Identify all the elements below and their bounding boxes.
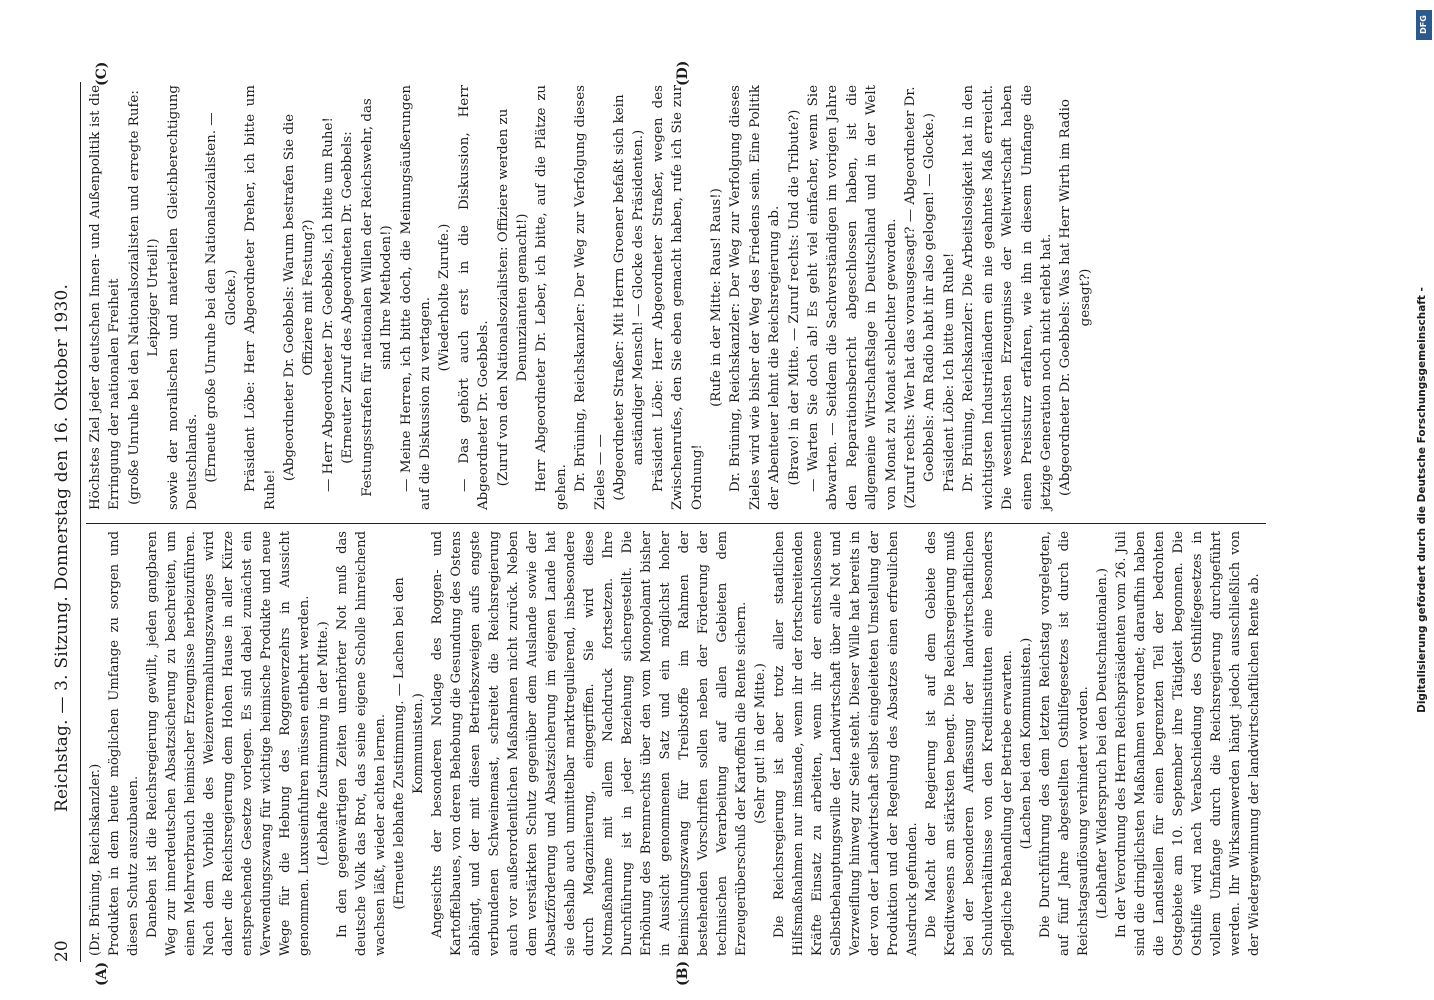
paragraph: In den gegenwärtigen Zeiten unerhörter Not muß das deutsche Volk das Brot, das seine eigene Scholle hinreichend wachsen läßt, wieder achten lernen. <box>335 531 388 956</box>
paragraph: — Meine Herren, ich bitte doch, die Meinungsäußerungen auf die Diskussion zu vertagen. <box>398 85 433 510</box>
interjection: (Erneuter Zuruf des Abgeordneten Dr. Goebbels: Festungsstrafen für nationalen Willen der Reichswehr, das sind Ihre Methoden!) <box>340 98 395 497</box>
interjection: (Bravo! in der Mitte. — Zuruf rechts: Und die Tribute?) <box>786 109 802 486</box>
interjection: (Lebhafter Widerspruch bei den Deutschnationalen.) <box>1095 567 1110 920</box>
paragraph: Produkten in dem heute möglichen Umfange zu sorgen und diesen Schutz auszubauen. <box>107 531 141 956</box>
interjection: (Abgeordneter Dr. Goebbels: Was hat Herr Wirth im Radio gesagt?) <box>1058 99 1093 496</box>
speaker-paragraph: Präsident Löbe: Herr Abgeordneter Dreher, ich bitte um Ruhe! <box>243 85 278 510</box>
interjection: (Zuruf rechts: Wer hat das vorausgesagt? — Abgeordneter Dr. Goebbels: Am Radio habt ihr also gelogen! — Glocke.) <box>903 86 938 509</box>
paragraph: Die Durchführung des dem letzten Reichstag vorgelegten, auf fünf Jahre abgestellten Osthilfegesetzes ist durch die Reichstagsauflösung verhindert worden. <box>1038 531 1091 956</box>
interjection: (Lebhafte Zustimmung in der Mitte.) <box>316 621 331 866</box>
interjection: (große Unruhe bei den Nationalsozialisten und erregte Rufe: Leipziger Urteil!) <box>126 90 162 505</box>
interjection: (Abgeordneter Straßer: Mit Herrn Groener befaßt sich kein anständiger Mensch! — Glocke des Präsidenten.) <box>611 94 647 501</box>
paragraph: sowie der moralischen und materiellen Gleichberechtigung Deutschlands. <box>165 85 201 510</box>
paragraph: Herr Abgeordneter Dr. Leber, ich bitte, auf die Plätze zu gehen. <box>534 85 569 510</box>
dfg-logo <box>1416 10 1432 40</box>
interjection: (Wiederholte Zurufe.) <box>437 223 453 372</box>
digitization-credit: Digitalisierung gefördert durch die Deutsche Forschungsgemeinschaft - <box>1416 287 1428 713</box>
left-column <box>86 531 1264 956</box>
page-number: 20 <box>52 940 72 962</box>
marker-d: (D) <box>675 60 691 86</box>
paragraph: Die Reichsregierung ist aber trotz aller staatlichen Hilfsmaßnahmen nur imstande, wenn ihr der fortschreitenden Kräfte Einsatz zu arbeiten, wenn ihr der entschlossene Selbstbehauptungswille der Landwirtschaft über alle Not und Verzweiflung hinweg zur Seite steht. Dieser Wille hat bereits in der von der Landwirtschaft selbst eingeleiteten Umstellung der Produktion und der Regelung des Absatzes einen erfreulichen Ausdruck gefunden. <box>772 531 920 956</box>
rotated-document-page <box>50 60 1320 986</box>
interjection: (Rufe in der Mitte: Raus! Raus!) <box>709 188 724 407</box>
speaker-paragraph: Dr. Brüning, Reichskanzler: Die Arbeitslosigkeit hat in den wichtigsten Industrieländern ein nie geahntes Maß erreicht. Die wesentlichsten Erzeugnisse der Weltwirtschaft haben einen Preissturz erfahren, wie ihn in diesem Umfange die jetzige Generation noch nicht erlebt hat. <box>961 85 1054 510</box>
interjection: (Erneute große Unruhe bei den Nationalsozialisten. — Glocke.) <box>204 112 239 483</box>
header-rule <box>80 82 81 962</box>
speaker-paragraph: Dr. Brüning, Reichskanzler: Der Weg zur Verfolgung dieses Zieles wird wie bisher der Weg des Friedens sein. Eine Politik der Abenteuer lehnt die Reichsregierung ab. <box>728 85 783 510</box>
running-title: Reichstag. — 3. Sitzung. Donnerstag den 16. Oktober 1930. <box>52 283 72 812</box>
marker-a: (A) <box>94 961 110 986</box>
speaker-paragraph: Präsident Löbe: Ich bitte um Ruhe! <box>941 252 957 492</box>
right-column <box>86 85 1095 510</box>
paragraph: — Warten Sie doch ab! Es geht viel einfacher, wenn Sie abwarten. — Seitdem die Sachverständigen im vorigen Jahre den Reparationsbericht abgeschlossen haben, ist die allgemeine Wirtschaftslage in Deutschland und in der Welt von Monat zu Monat schlechter geworden. <box>806 85 899 510</box>
speaker-line: (Dr. Brüning, Reichskanzler.) <box>88 763 103 956</box>
dfg-logo-text: DFG <box>1418 15 1428 34</box>
marker-c: (C) <box>94 61 110 86</box>
page-header <box>52 82 78 962</box>
interjection: (Lachen bei den Kommunisten.) <box>1019 637 1034 850</box>
paragraph: — Herr Abgeordneter Dr. Goebbels, ich bitte um Ruhe! <box>320 117 336 492</box>
marker-b: (B) <box>675 960 691 986</box>
interjection: (Sehr gut! in der Mitte.) <box>753 663 768 824</box>
speaker-paragraph: Dr. Brüning, Reichskanzler: Der Weg zur Verfolgung dieses Zieles — — <box>573 85 608 510</box>
column-divider <box>86 523 1266 524</box>
speaker-paragraph: Präsident Löbe: Herr Abgeordneter Straßer, wegen des Zwischenrufes, den Sie eben gemacht haben, rufe ich Sie zur Ordnung! <box>650 85 705 510</box>
paragraph: Höchstes Ziel jeder deutschen Innen- und Außenpolitik ist die Erringung der nationalen Freiheit <box>88 85 123 510</box>
paragraph: — Das gehört auch erst in die Diskussion, Herr Abgeordneter Dr. Goebbels. <box>456 85 492 510</box>
paragraph: In der Verordnung des Herrn Reichspräsidenten vom 26. Juli sind die dringlichsten Maßnahmen verordnet; daraufhin haben die Landstellen für einen begrenzten Teil der bedrohten Ostgebiete am 10. September ihre Tätigkeit begonnen. Die Osthilfe wird nach Verabschiedung des Osthilfegesetzes in vollem Umfange durch die Reichsregierung durchgeführt werden. Ihr Wirksamwerden hängt jedoch ausschließlich von der Wiedergewinnung der landwirtschaftlichen Rente ab. <box>1114 531 1262 956</box>
paragraph: Daneben ist die Reichsregierung gewillt, jeden gangbaren Weg zur innerdeutschen Absatzsicherung zu beschreiten, um einen Mehrverbrauch heimischer Erzeugnisse herbeizuführen. Nach dem Vorbilde des Weizenvermahlungszwanges wird daher die Reichsregierung dem Hohen Hause in aller Kürze entsprechende Gesetze vorlegen. Es sind dabei zunächst ein Verwendungszwang für wichtige heimische Produkte und neue Wege für die Hebung des Roggenverzehrs in Aussicht genommen. Luxuseinfuhren müssen entbehrt werden. <box>145 531 312 956</box>
interjection: (Abgeordneter Dr. Goebbels: Warum bestrafen Sie die Offiziere mit Festung?) <box>282 113 317 482</box>
interjection: (Erneute lebhafte Zustimmung. — Lachen bei den Kommunisten.) <box>392 577 426 910</box>
paragraph: Angesichts der besonderen Notlage des Roggen- und Kartoffelbaues, von deren Behebung die Gesundung des Ostens abhängt, und der mit diesen Betriebszweigen aufs engste verbundenen Schweinemast, schreitet die Reichsregierung auch vor außerordentlichen Maßnahmen nicht zurück. Neben dem verstärkten Schutz gegenüber dem Auslande sowie der Absatzförderung und Absatzsicherung im eigenen Lande hat sie deshalb auch unmittelbar marktregulierend, insbesondere durch Magazinierung, eingegriffen. Sie wird diese Notmaßnahme mit allem Nachdruck fortsetzen. Ihre Durchführung ist in jeder Beziehung sichergestellt. Die Erhöhung des Brennrechts über den vom Monopolamt bisher in Aussicht genommenen Satz und ein möglichst hoher Beimischungszwang für Treibstoffe im Rahmen der bestehenden Vorschriften sollen neben der Förderung der technischen Verarbeitung auf allen Gebieten dem Erzeugerüberschuß der Kartoffeln die Rente sichern. <box>430 531 749 956</box>
paragraph: Die Macht der Regierung ist auf dem Gebiete des Kreditwesens am stärksten beengt. Die Reichsregierung muß bei der besonderen Auffassung der landwirtschaftlichen Schuldverhältnisse von den Kreditinstituten eine besonders pflegliche Behandlung der Betriebe erwarten. <box>924 531 1015 956</box>
interjection: (Zuruf von den Nationalsozialisten: Offiziere werden zu Denunzianten gemacht!) <box>495 108 530 487</box>
